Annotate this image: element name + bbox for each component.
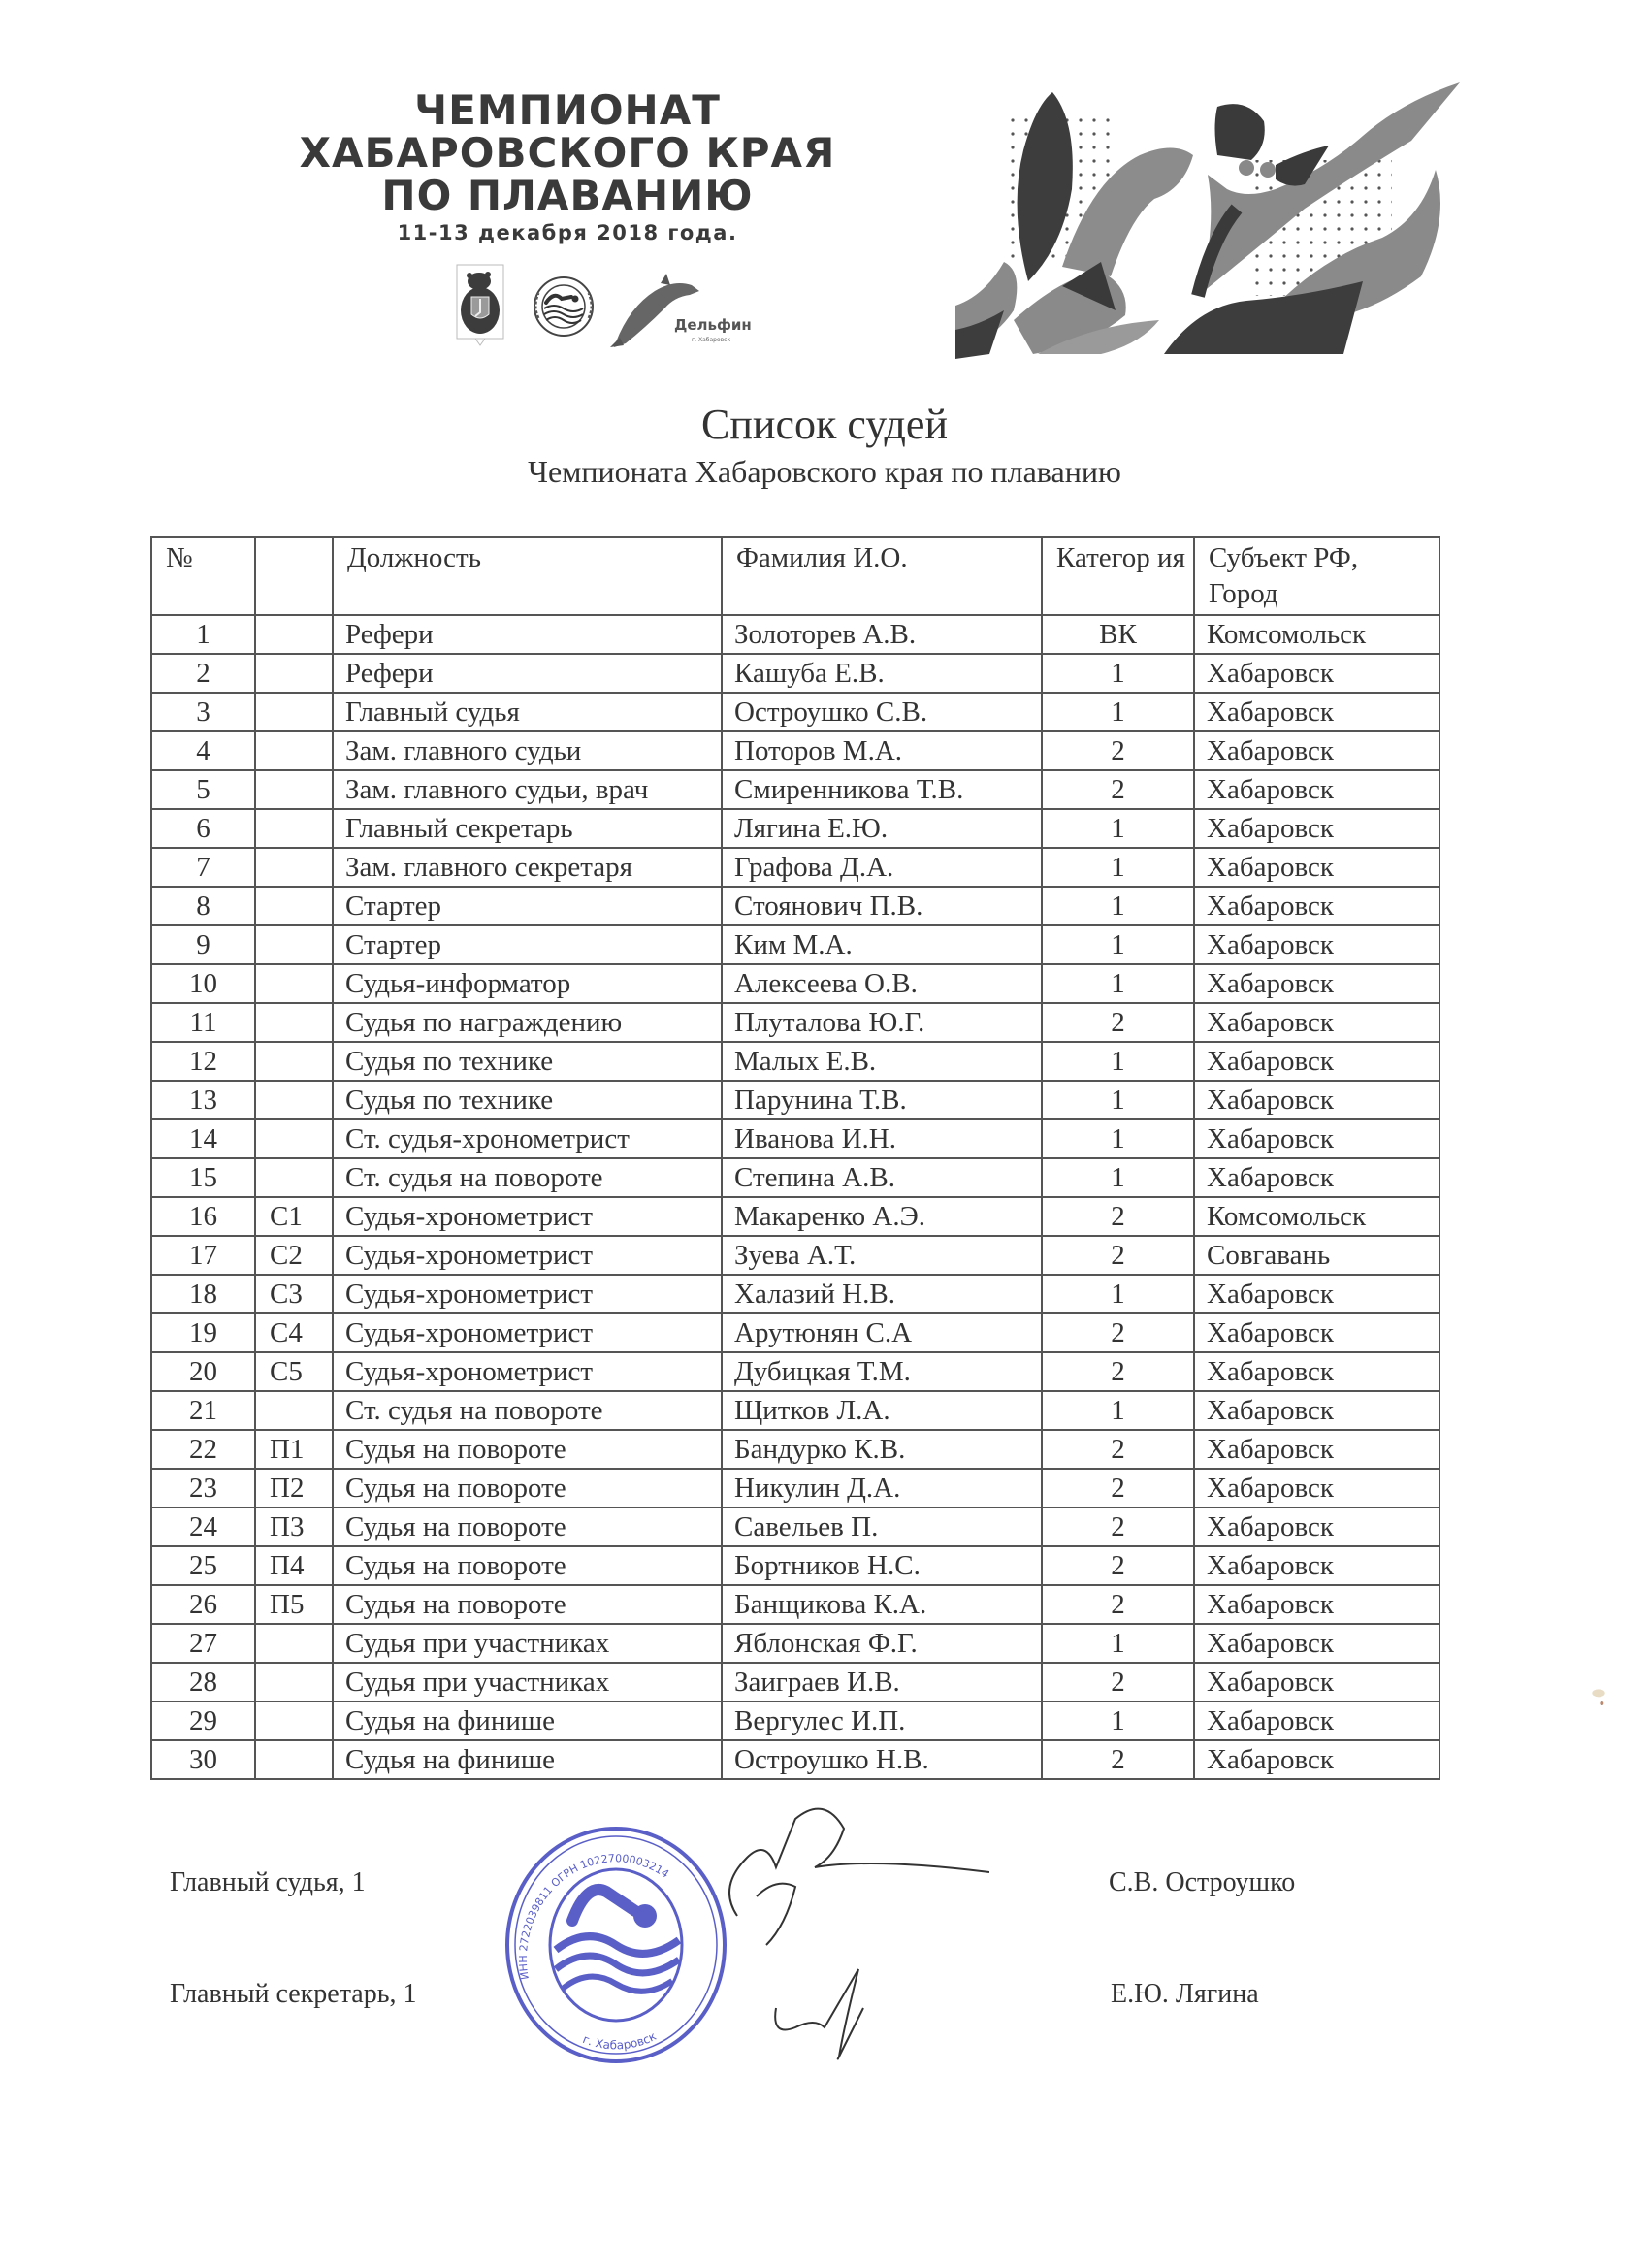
row-position: Судья-информатор [333, 964, 722, 1003]
table-row [151, 1585, 1439, 1624]
row-city: Комсомольск [1194, 615, 1439, 654]
row-name: Степина А.В. [722, 1158, 1042, 1197]
row-number: 18 [151, 1275, 255, 1313]
row-name: Парунина Т.В. [722, 1081, 1042, 1119]
header-region: Субъект РФ, Город [1194, 537, 1439, 615]
row-number: 25 [151, 1546, 255, 1585]
row-name: Бандурко К.В. [722, 1430, 1042, 1469]
row-code [255, 848, 333, 887]
row-category: 2 [1042, 1430, 1194, 1469]
sponsor-logos [446, 264, 757, 361]
row-position: Судья-хронометрист [333, 1275, 722, 1313]
row-name: Алексеева О.В. [722, 964, 1042, 1003]
row-category: 1 [1042, 964, 1194, 1003]
row-position: Судья на финише [333, 1701, 722, 1740]
dolphin-club-logo-icon [606, 270, 752, 353]
row-city: Хабаровск [1194, 1663, 1439, 1701]
table-row [151, 1119, 1439, 1158]
row-code [255, 1701, 333, 1740]
row-category: 1 [1042, 1119, 1194, 1158]
row-category: 2 [1042, 1003, 1194, 1042]
row-category: 1 [1042, 1701, 1194, 1740]
table-row [151, 809, 1439, 848]
championship-poster-title [281, 86, 854, 246]
table-row [151, 1507, 1439, 1546]
row-code [255, 1119, 333, 1158]
row-position: Зам. главного секретаря [333, 848, 722, 887]
row-position: Судья на повороте [333, 1430, 722, 1469]
row-name: Поторов М.А. [722, 731, 1042, 770]
header-name: Фамилия И.О. [722, 537, 1042, 615]
row-number: 24 [151, 1507, 255, 1546]
row-city: Хабаровск [1194, 1313, 1439, 1352]
row-code [255, 809, 333, 848]
table-row [151, 1391, 1439, 1430]
table-row [151, 654, 1439, 693]
row-name: Остроушко Н.В. [722, 1740, 1042, 1779]
row-number: 2 [151, 654, 255, 693]
row-name: Заиграев И.В. [722, 1663, 1042, 1701]
poster-title-line-2: ХАБАРОВСКОГО КРАЯ [299, 129, 836, 177]
document-subtitle: Чемпионата Хабаровского края по плаванию [528, 454, 1121, 489]
row-category: 1 [1042, 1275, 1194, 1313]
row-code [255, 693, 333, 731]
row-city: Хабаровск [1194, 1701, 1439, 1740]
row-code: С5 [255, 1352, 333, 1391]
row-position: Судья на финише [333, 1740, 722, 1779]
row-position: Судья при участниках [333, 1624, 722, 1663]
row-code [255, 1042, 333, 1081]
row-city: Хабаровск [1194, 770, 1439, 809]
row-category: 1 [1042, 1391, 1194, 1430]
row-code: П1 [255, 1430, 333, 1469]
table-row [151, 1740, 1439, 1779]
row-position: Судья-хронометрист [333, 1236, 722, 1275]
row-category: 1 [1042, 1081, 1194, 1119]
row-name: Малых Е.В. [722, 1042, 1042, 1081]
row-number: 15 [151, 1158, 255, 1197]
row-position: Ст. судья на повороте [333, 1158, 722, 1197]
row-position: Судья на повороте [333, 1585, 722, 1624]
row-category: 2 [1042, 1546, 1194, 1585]
row-code [255, 1663, 333, 1701]
row-code [255, 1391, 333, 1430]
row-number: 16 [151, 1197, 255, 1236]
row-city: Хабаровск [1194, 964, 1439, 1003]
stamp-city-text: г. Хабаровск [580, 2028, 659, 2053]
row-position: Стартер [333, 887, 722, 925]
row-city: Хабаровск [1194, 1158, 1439, 1197]
row-position: Рефери [333, 654, 722, 693]
row-name: Ким М.А. [722, 925, 1042, 964]
row-name: Бортников Н.С. [722, 1546, 1042, 1585]
poster-title-line-1: ЧЕМПИОНАТ [414, 86, 721, 134]
row-code: С2 [255, 1236, 333, 1275]
header-code [255, 537, 333, 615]
row-city: Хабаровск [1194, 693, 1439, 731]
row-category: 2 [1042, 731, 1194, 770]
table-row [151, 1081, 1439, 1119]
row-position: Судья по технике [333, 1042, 722, 1081]
row-name: Иванова И.Н. [722, 1119, 1042, 1158]
row-category: 1 [1042, 809, 1194, 848]
row-city: Хабаровск [1194, 731, 1439, 770]
coat-of-arms-icon [456, 264, 504, 347]
row-category: 2 [1042, 1236, 1194, 1275]
row-code [255, 770, 333, 809]
row-name: Плуталова Ю.Г. [722, 1003, 1042, 1042]
row-name: Яблонская Ф.Г. [722, 1624, 1042, 1663]
row-category: 1 [1042, 925, 1194, 964]
table-row [151, 1352, 1439, 1391]
row-position: Главный секретарь [333, 809, 722, 848]
row-code: П2 [255, 1469, 333, 1507]
row-city: Хабаровск [1194, 1430, 1439, 1469]
row-city: Хабаровск [1194, 1585, 1439, 1624]
row-number: 4 [151, 731, 255, 770]
row-city: Хабаровск [1194, 1275, 1439, 1313]
row-city: Хабаровск [1194, 1469, 1439, 1507]
table-row [151, 964, 1439, 1003]
row-city: Хабаровск [1194, 1352, 1439, 1391]
row-category: 2 [1042, 770, 1194, 809]
table-row [151, 887, 1439, 925]
row-position: Судья на повороте [333, 1469, 722, 1507]
row-category: 2 [1042, 1663, 1194, 1701]
row-city: Хабаровск [1194, 848, 1439, 887]
table-row [151, 1469, 1439, 1507]
row-category: 1 [1042, 1158, 1194, 1197]
table-row [151, 770, 1439, 809]
row-name: Остроушко С.В. [722, 693, 1042, 731]
row-city: Хабаровск [1194, 1391, 1439, 1430]
table-row [151, 1546, 1439, 1585]
table-row [151, 1663, 1439, 1701]
dolphin-logo-text: Дельфин [674, 316, 752, 334]
row-position: Зам. главного судьи [333, 731, 722, 770]
row-city: Хабаровск [1194, 1507, 1439, 1546]
row-number: 13 [151, 1081, 255, 1119]
row-number: 17 [151, 1236, 255, 1275]
row-name: Банщикова К.А. [722, 1585, 1042, 1624]
table-row [151, 693, 1439, 731]
row-position: Ст. судья на повороте [333, 1391, 722, 1430]
chief-secretary-name: Е.Ю. Лягина [1111, 1979, 1259, 2009]
swimming-federation-emblem-icon [529, 270, 598, 345]
row-city: Совгавань [1194, 1236, 1439, 1275]
scan-stain-mark [1586, 1688, 1615, 1707]
chief-secretary-label: Главный секретарь, 1 [170, 1979, 417, 2009]
row-position: Главный судья [333, 693, 722, 731]
table-row [151, 1701, 1439, 1740]
row-city: Хабаровск [1194, 654, 1439, 693]
chief-judge-name: С.В. Остроушко [1109, 1867, 1296, 1897]
row-city: Хабаровск [1194, 1119, 1439, 1158]
row-code: С4 [255, 1313, 333, 1352]
row-city: Хабаровск [1194, 1740, 1439, 1779]
row-number: 10 [151, 964, 255, 1003]
table-row [151, 1236, 1439, 1275]
row-position: Судья-хронометрист [333, 1352, 722, 1391]
header-number: № [151, 537, 255, 615]
row-position: Судья-хронометрист [333, 1197, 722, 1236]
table-row [151, 615, 1439, 654]
row-category: 2 [1042, 1469, 1194, 1507]
row-code [255, 654, 333, 693]
document-title: Список судей [701, 401, 948, 448]
row-number: 27 [151, 1624, 255, 1663]
row-code: П3 [255, 1507, 333, 1546]
row-number: 7 [151, 848, 255, 887]
chief-judge-label: Главный судья, 1 [170, 1867, 366, 1897]
row-category: ВК [1042, 615, 1194, 654]
table-row [151, 848, 1439, 887]
table-row [151, 731, 1439, 770]
row-name: Лягина Е.Ю. [722, 809, 1042, 848]
row-position: Судья по технике [333, 1081, 722, 1119]
row-category: 1 [1042, 693, 1194, 731]
poster-title-line-3: ПО ПЛАВАНИЮ [381, 172, 754, 219]
row-position: Судья на повороте [333, 1507, 722, 1546]
row-city: Хабаровск [1194, 925, 1439, 964]
table-row [151, 1313, 1439, 1352]
row-name: Дубицкая Т.М. [722, 1352, 1042, 1391]
table-row [151, 1275, 1439, 1313]
row-category: 1 [1042, 848, 1194, 887]
row-code: С1 [255, 1197, 333, 1236]
row-city: Хабаровск [1194, 1624, 1439, 1663]
row-number: 8 [151, 887, 255, 925]
row-category: 2 [1042, 1507, 1194, 1546]
row-position: Судья по награждению [333, 1003, 722, 1042]
row-number: 26 [151, 1585, 255, 1624]
table-row [151, 1042, 1439, 1081]
row-number: 20 [151, 1352, 255, 1391]
row-category: 2 [1042, 1197, 1194, 1236]
row-city: Хабаровск [1194, 1042, 1439, 1081]
header-category: Категор ия [1042, 537, 1194, 615]
table-header-row [151, 537, 1439, 615]
row-number: 5 [151, 770, 255, 809]
row-city: Хабаровск [1194, 887, 1439, 925]
table-row [151, 925, 1439, 964]
row-number: 14 [151, 1119, 255, 1158]
row-city: Хабаровск [1194, 1546, 1439, 1585]
row-city: Хабаровск [1194, 1081, 1439, 1119]
row-category: 2 [1042, 1313, 1194, 1352]
row-name: Вергулес И.П. [722, 1701, 1042, 1740]
row-code [255, 1003, 333, 1042]
row-position: Зам. главного судьи, врач [333, 770, 722, 809]
row-name: Стоянович П.В. [722, 887, 1042, 925]
row-name: Макаренко А.Э. [722, 1197, 1042, 1236]
poster-dates: 11-13 декабря 2018 года. [397, 221, 738, 244]
row-city: Хабаровск [1194, 809, 1439, 848]
row-position: Ст. судья-хронометрист [333, 1119, 722, 1158]
dolphin-logo-subtext: г. Хабаровск [692, 337, 731, 343]
row-number: 11 [151, 1003, 255, 1042]
row-category: 2 [1042, 1352, 1194, 1391]
row-position: Судья при участниках [333, 1663, 722, 1701]
table-row [151, 1158, 1439, 1197]
row-name: Арутюнян С.А [722, 1313, 1042, 1352]
judges-table [150, 536, 1440, 1780]
row-number: 19 [151, 1313, 255, 1352]
row-code [255, 925, 333, 964]
row-position: Судья на повороте [333, 1546, 722, 1585]
row-name: Савельев П. [722, 1507, 1042, 1546]
row-category: 1 [1042, 1042, 1194, 1081]
row-name: Графова Д.А. [722, 848, 1042, 887]
row-number: 22 [151, 1430, 255, 1469]
row-code: С3 [255, 1275, 333, 1313]
row-code [255, 1081, 333, 1119]
row-number: 3 [151, 693, 255, 731]
header-position: Должность [333, 537, 722, 615]
judges-table-body [151, 615, 1439, 1779]
row-number: 21 [151, 1391, 255, 1430]
chief-judge-signature-icon [679, 1799, 989, 1964]
row-position: Судья-хронометрист [333, 1313, 722, 1352]
row-code [255, 964, 333, 1003]
row-code [255, 1740, 333, 1779]
row-name: Смиренникова Т.В. [722, 770, 1042, 809]
table-row [151, 1624, 1439, 1663]
row-position: Стартер [333, 925, 722, 964]
row-code [255, 1158, 333, 1197]
row-name: Халазий Н.В. [722, 1275, 1042, 1313]
row-code [255, 615, 333, 654]
row-number: 29 [151, 1701, 255, 1740]
row-category: 1 [1042, 654, 1194, 693]
row-name: Никулин Д.А. [722, 1469, 1042, 1507]
row-category: 1 [1042, 1624, 1194, 1663]
row-code [255, 887, 333, 925]
row-category: 2 [1042, 1585, 1194, 1624]
row-name: Зуева А.Т. [722, 1236, 1042, 1275]
row-name: Золоторев А.В. [722, 615, 1042, 654]
stamp-inner-text: ИНН 2722039811 ОГРН 1022700003214 [516, 1852, 671, 1981]
chief-secretary-signature-icon [766, 1950, 902, 2066]
row-code [255, 1624, 333, 1663]
row-number: 12 [151, 1042, 255, 1081]
row-number: 28 [151, 1663, 255, 1701]
table-row [151, 1197, 1439, 1236]
row-position: Рефери [333, 615, 722, 654]
row-name: Щитков Л.А. [722, 1391, 1042, 1430]
row-city: Комсомольск [1194, 1197, 1439, 1236]
row-code [255, 731, 333, 770]
row-code: П4 [255, 1546, 333, 1585]
row-category: 1 [1042, 887, 1194, 925]
row-number: 1 [151, 615, 255, 654]
row-number: 9 [151, 925, 255, 964]
row-number: 23 [151, 1469, 255, 1507]
table-row [151, 1003, 1439, 1042]
row-name: Кашуба Е.В. [722, 654, 1042, 693]
row-category: 2 [1042, 1740, 1194, 1779]
swimmer-artwork-icon [955, 63, 1479, 364]
row-city: Хабаровск [1194, 1003, 1439, 1042]
row-code: П5 [255, 1585, 333, 1624]
table-row [151, 1430, 1439, 1469]
row-number: 30 [151, 1740, 255, 1779]
row-number: 6 [151, 809, 255, 848]
